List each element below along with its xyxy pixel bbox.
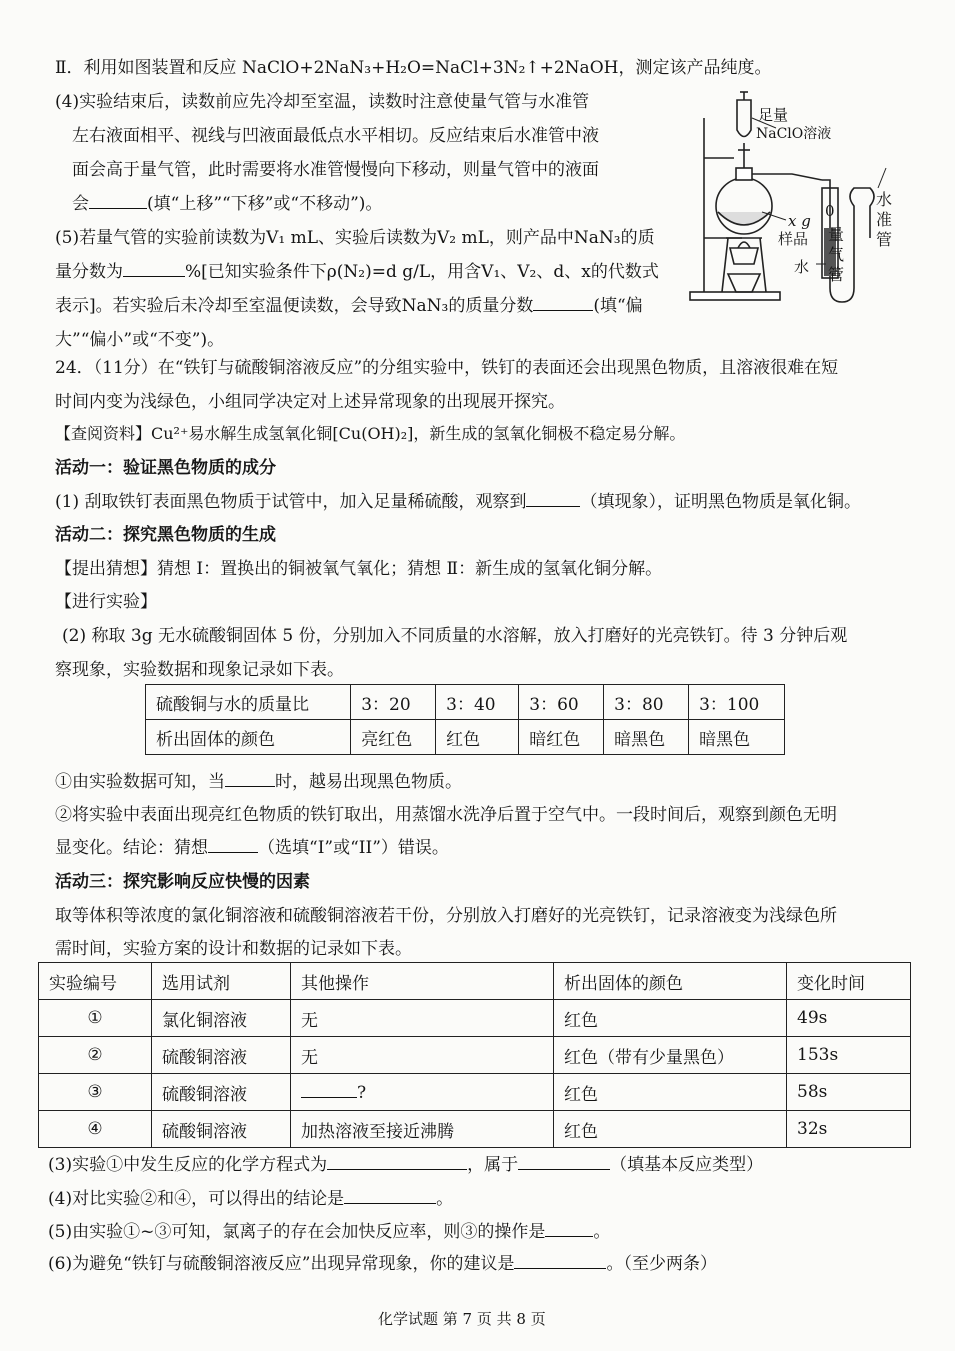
page-footer: 化学试题 第 7 页 共 8 页 [378,1310,546,1328]
answer-blank[interactable] [518,1153,610,1170]
reference-info: 【查阅资料】Cu²⁺易水解生成氢氧化铜[Cu(OH)₂]，新生成的氢氧化铜极不稳定易分解。 [55,424,686,443]
table-cell: 硫酸铜与水的质量比 [146,685,351,720]
answer-blank[interactable] [533,294,593,311]
table-cell: 暗黑色 [604,720,689,755]
label-water: 水 [794,258,810,276]
table-cell: 无 [291,1037,554,1074]
q24-line-1: 24．（11分）在“铁钉与硫酸铜溶液反应”的分组实验中，铁钉的表面还会出现黑色物质，且溶液很难在短 [55,358,839,378]
analysis-1: ①由实验数据可知，当 时，越易出现黑色物质。 [55,772,462,792]
table-cell: 红色（带有少量黑色） [554,1037,787,1074]
table-cell: 暗黑色 [689,720,785,755]
table-cell: 3：40 [436,685,519,720]
q5-line-4: 大”“偏小”或“不变”)。 [55,330,225,350]
q4-line: (4)对比实验②和④，可以得出的结论是 。 [48,1189,454,1209]
table-cell: 3：80 [604,685,689,720]
table-header: 选用试剂 [152,963,291,1000]
activity-3-heading: 活动三：探究影响反应快慢的因素 [55,872,310,892]
table-cell: 亮红色 [351,720,436,755]
table-cell: ④ [39,1111,152,1148]
answer-blank[interactable] [526,490,580,507]
answer-blank[interactable] [123,260,185,277]
table-cell: 3：100 [689,685,785,720]
q4-line-3: 面会高于量气管，此时需要将水准管慢慢向下移动，则量气管中的液面 [72,160,599,180]
table-row [39,1111,911,1148]
table-cell: ② [39,1037,152,1074]
activity-3-line-2: 需时间，实验方案的设计和数据的记录如下表。 [55,939,412,959]
level-tube [850,188,874,238]
label-naclo-1: 足量 [758,106,789,124]
answer-blank[interactable] [545,1220,593,1237]
q1-line: (1) 刮取铁钉表面黑色物质于试管中，加入足量稀硫酸，观察到 （填现象），证明黑色物质是氧化铜。 [55,492,861,512]
activity-3-line-1: 取等体积等浓度的氯化铜溶液和硫酸铜溶液若干份，分别放入打磨好的光亮铁钉，记录溶液变为浅绿色所 [55,906,837,926]
analysis-2-line-1: ②将实验中表面出现亮红色物质的铁钉取出，用蒸馏水洗净后置于空气中。一段时间后，观察到颜色无明 [55,805,837,825]
q4-line-2: 左右液面相平、视线与凹液面最低点水平相切。反应结束后水准管中液 [72,126,599,146]
label-zero: 0 [825,202,835,220]
separatory-funnel [737,100,751,137]
label-naclo-2: NaClO溶液 [756,126,832,142]
table-cell: 49s [787,1000,911,1037]
q2-line-2: 察现象，实验数据和现象记录如下表。 [55,660,344,680]
q5-line-3: 表示]。若实验后未冷却至室温便读数，会导致NaN₃的质量分数 (填“偏 [55,296,643,316]
answer-blank[interactable] [514,1252,606,1269]
analysis-2-line-2: 显变化。结论：猜想 （选填“I”或“II”）错误。 [55,838,449,858]
q2-line-1: (2) 称取 3g 无水硫酸铜固体 5 份，分别加入不同质量的水溶解，放入打磨好的光亮铁钉。待 3 分钟后观 [62,626,848,646]
table-cell[interactable]: ? [291,1074,554,1111]
table-cell: 硫酸铜溶液 [152,1037,291,1074]
label-burette: 量气管 [828,225,845,284]
table-cell: 氯化铜溶液 [152,1000,291,1037]
table-cell: 硫酸铜溶液 [152,1074,291,1111]
table-row [146,685,785,720]
activity-2-heading: 活动二：探究黑色物质的生成 [55,525,276,545]
table-cell: 红色 [554,1000,787,1037]
table-cell: ① [39,1000,152,1037]
q5-line-2: 量分数为 %[已知实验条件下ρ(N₂)=d g/L，用含V₁、V₂、d、x的代数式 [55,262,659,282]
experiment-table [38,962,911,1148]
table-header: 其他操作 [291,963,554,1000]
experiment-heading: 【进行实验】 [55,592,157,612]
q3-line: (3)实验①中发生反应的化学方程式为 ，属于 （填基本反应类型） [48,1155,764,1175]
activity-1-heading: 活动一：验证黑色物质的成分 [55,458,276,478]
q5-line: (5)由实验①~③可知，氯离子的存在会加快反应率，则③的操作是 。 [48,1222,611,1242]
answer-blank[interactable] [344,1187,436,1204]
q5-line-1: (5)若量气管的实验前读数为V₁ mL、实验后读数为V₂ mL，则产品中NaN₃的质 [55,228,655,248]
answer-blank[interactable] [89,192,147,209]
table-cell: 无 [291,1000,554,1037]
table-cell: 红色 [436,720,519,755]
answer-blank[interactable] [225,770,275,787]
delivery-tube [752,174,822,180]
table-row [39,1037,911,1074]
table-cell: 红色 [554,1111,787,1148]
table-cell: 暗红色 [519,720,604,755]
table-cell: 硫酸铜溶液 [152,1111,291,1148]
table-header: 析出固体的颜色 [554,963,787,1000]
table-cell: ③ [39,1074,152,1111]
label-sample-2: 样品 [778,230,809,248]
table-header-row [39,963,911,1000]
table-header: 实验编号 [39,963,152,1000]
table-cell: 58s [787,1074,911,1111]
stand-base [690,292,780,300]
table-cell: 红色 [554,1074,787,1111]
q6-line: (6)为避免“铁钉与硫酸铜溶液反应”出现异常现象，你的建议是 。（至少两条） [48,1254,717,1274]
answer-blank[interactable] [327,1153,467,1170]
table-cell: 3：60 [519,685,604,720]
answer-blank[interactable] [301,1081,357,1098]
table-cell: 析出固体的颜色 [146,720,351,755]
table-header: 变化时间 [787,963,911,1000]
q24-line-2: 时间内变为浅绿色，小组同学决定对上述异常现象的出现展开探究。 [55,392,565,412]
table-cell: 32s [787,1111,911,1148]
q4-line-1: (4)实验结束后，读数前应先冷却至室温，读数时注意使量气管与水准管 [55,92,590,112]
label-level-tube-text: 水准管 [876,190,893,249]
alcohol-lamp [730,248,758,264]
q4-line-4: 会 (填“上移”“下移”或“不移动”)。 [72,194,383,214]
part2-intro: Ⅱ．利用如图装置和反应 NaClO+2NaN₃+H₂O=NaCl+3N₂↑+2NaOH，测定该产品纯度。 [55,58,772,78]
table-cell: 加热溶液至接近沸腾 [291,1111,554,1148]
ratio-color-table [145,684,785,755]
table-cell: 3：20 [351,685,436,720]
hypothesis: 【提出猜想】猜想 Ⅰ：置换出的铜被氧气氧化；猜想 Ⅱ：新生成的氢氧化铜分解。 [55,559,663,579]
table-row [146,720,785,755]
table-row [39,1074,911,1111]
label-sample-1: x g [788,212,811,230]
table-row [39,1000,911,1037]
table-cell: 153s [787,1037,911,1074]
answer-blank[interactable] [208,836,258,853]
